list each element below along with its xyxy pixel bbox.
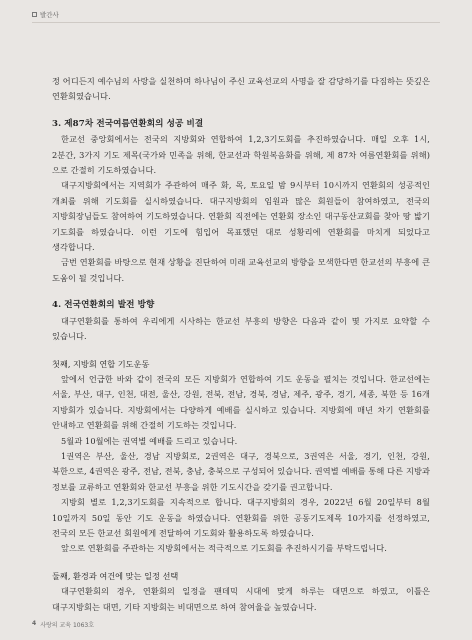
subsection-heading: 둘째, 환경과 여건에 맞는 일정 선택	[52, 570, 179, 581]
article-body	[52, 74, 430, 615]
page-number: 4	[32, 620, 37, 627]
section-header-label: 발간사	[40, 10, 59, 19]
paragraph: 대구연환회를 통하여 우리에게 시사하는 한교선 부흥의 방향은 다음과 같이 몇 가지로 요약할 수 있습니다.	[52, 315, 430, 342]
paragraph: 앞으로 연환회를 주관하는 지방회에서는 적극적으로 기도회를 추진하시기를 부탁드립니다.	[61, 543, 387, 554]
section-heading: 4. 전국연환회의 발전 방향	[52, 300, 155, 311]
section-heading: 3. 제87차 전국여름연환회의 성공 비결	[52, 118, 204, 129]
paragraph: 정 어디든지 예수님의 사랑을 실천하며 하나님이 주신 교육선교의 사명을 잘 감당하기를 다짐하는 뜻깊은 연환회였습니다.	[52, 76, 430, 102]
section-header	[32, 9, 59, 19]
paragraph: 금번 연환회를 바탕으로 현재 상황을 진단하여 미래 교육선교의 방향을 모색한다면 한교선의 부흥에 큰 도움이 될 것입니다.	[52, 257, 430, 283]
paragraph: 대구지방회에서는 지역회가 주관하여 매주 화, 목, 토요일 밤 9시부터 10시까지 연환회의 성공적인 개최를 위해 기도회를 실시하였습니다. 대구지방회의 임원과 많은 회원들이 참여하였고, 전국의 지방회장님들도 참여하여 기도하였습니다. 연환회 직전에는 연환회 장소인 대구동산교회를 찾아 땅 밟기 기도회를 하였습니다. 이런 기도에 힘입어 목표했던 대로 성황리에 연환회를 마치게 되었다고 생각합니다.	[52, 180, 430, 253]
paragraph: 5월과 10월에는 권역별 예배를 드리고 있습니다.	[61, 435, 238, 446]
paragraph: 지방회 별로 1,2,3기도회를 지속적으로 합니다. 대구지방회의 경우, 2022년 6월 20일부터 8월 10일까지 50일 동안 기도 운동을 하였습니다. 연환회를 위한 공동기도제목 10가지를 선정하였고, 전국의 모든 한교선 회원에게 전달하여 기도회와 활용하도록 하였습니다.	[52, 497, 430, 538]
paragraph: 앞에서 언급한 바와 같이 전국의 모든 지방회가 연합하여 기도 운동을 펼치는 것입니다. 한교선에는 서울, 부산, 대구, 인천, 대전, 울산, 강원, 전북, 전남, 경북, 경남, 제주, 광주, 경기, 세종, 북한 등 16개 지방회가 있습니다. 지방회에서는 다양하게 예배를 실시하고 있습니다. 지방회에 매년 차기 연환회를 안내하고 연환회를 위해 간절히 기도하는 것입니다.	[52, 373, 430, 431]
publication-title: 사랑의 교육 1063호	[40, 622, 95, 629]
header-divider	[32, 22, 440, 23]
paragraph: 대구연환회의 경우, 연환회의 일정을 팬데믹 시대에 맞게 하루는 대면으로 하였고, 이틀은 대구지방회는 대면, 기타 지방회는 비대면으로 하여 참여율을 높였습니다.	[52, 586, 430, 612]
square-icon	[32, 12, 37, 17]
subsection-heading: 첫째, 지방회 연합 기도운동	[52, 358, 150, 369]
paragraph: 1권역은 부산, 울산, 경남 지방회로, 2권역은 대구, 경북으로, 3권역은 서울, 경기, 인천, 강원, 북한으로, 4권역은 광주, 전남, 전북, 충남, 충북으로 구성되어 있습니다. 권역별 예배를 통해 다른 지방과 정보를 교류하고 연환회와 한교선 부흥을 위한 기도시간을 갖기를 권고합니다.	[52, 450, 430, 492]
page-footer	[32, 620, 94, 629]
paragraph: 한교선 중앙회에서는 전국의 지방회와 연합하여 1,2,3기도회를 추진하였습니다. 매일 오후 1시, 2분간, 3가지 기도 제목(국가와 민족을 위해, 한교선과 학원복음화를 위해, 제 87차 여름연환회를 위해)으로 간절히 기도하였습니다.	[52, 134, 430, 176]
